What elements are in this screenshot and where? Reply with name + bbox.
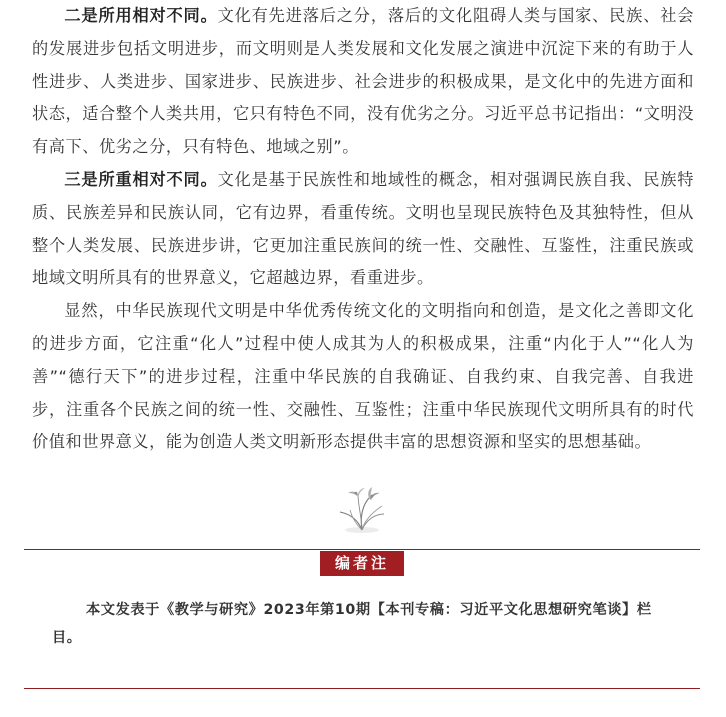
editor-note-text: 本文发表于《教学与研究》2023年第10期【本刊专稿：习近平文化思想研究笔谈】栏目。 [52, 602, 652, 646]
paragraph-text: 文化是基于民族性和地域性的概念，相对强调民族自我、民族特质、民族差异和民族认同，它有边界，看重传统。文明也呈现民族特色及其独特性，但从整个人类发展、民族进步讲，它更加注重民族间的统一性、交融性、互鉴性，注重民族或地域文明所具有的世界意义，它超越边界，看重进步。 [32, 169, 694, 288]
paragraph-second-point [32, 0, 694, 164]
paragraph-third-point [32, 164, 694, 295]
paragraph-lead: 二是所用相对不同。 [64, 6, 218, 25]
paragraph-conclusion [32, 295, 694, 459]
paragraph-text: 显然，中华民族现代文明是中华优秀传统文化的文明指向和创造，是文化之善即文化的进步方面，它注重“化人”过程中使人成其为人的积极成果，注重“内化于人”“化人为善”“德行天下”的进步过程，注重中华民族的自我确证、自我约束、自我完善、自我进步，注重各个民族之间的统一性、交融性、互鉴性；注重中华民族现代文明所具有的时代价值和世界意义，能为创造人类文明新形态提供丰富的思想资源和坚实的思想基础。 [32, 301, 694, 452]
divider-top [24, 549, 700, 550]
editor-note [52, 596, 676, 652]
article-body [32, 0, 694, 459]
divider-bottom [24, 688, 700, 689]
paragraph-lead: 三是所重相对不同。 [64, 169, 218, 189]
orchid-icon [336, 484, 388, 536]
paragraph-text: 文化有先进落后之分，落后的文化阻碍人类与国家、民族、社会的发展进步包括文明进步，而文明则是人类发展和文化发展之演进中沉淀下来的有助于人性进步、人类进步、国家进步、民族进步、社会进步的积极成果，是文化中的先进方面和状态，适合整个人类共用，它只有特色不同，没有优劣之分。习近平总书记指出：“文明没有高下、优劣之分，只有特色、地域之别”。 [32, 6, 694, 157]
editor-note-tag: 编者注 [320, 551, 404, 576]
